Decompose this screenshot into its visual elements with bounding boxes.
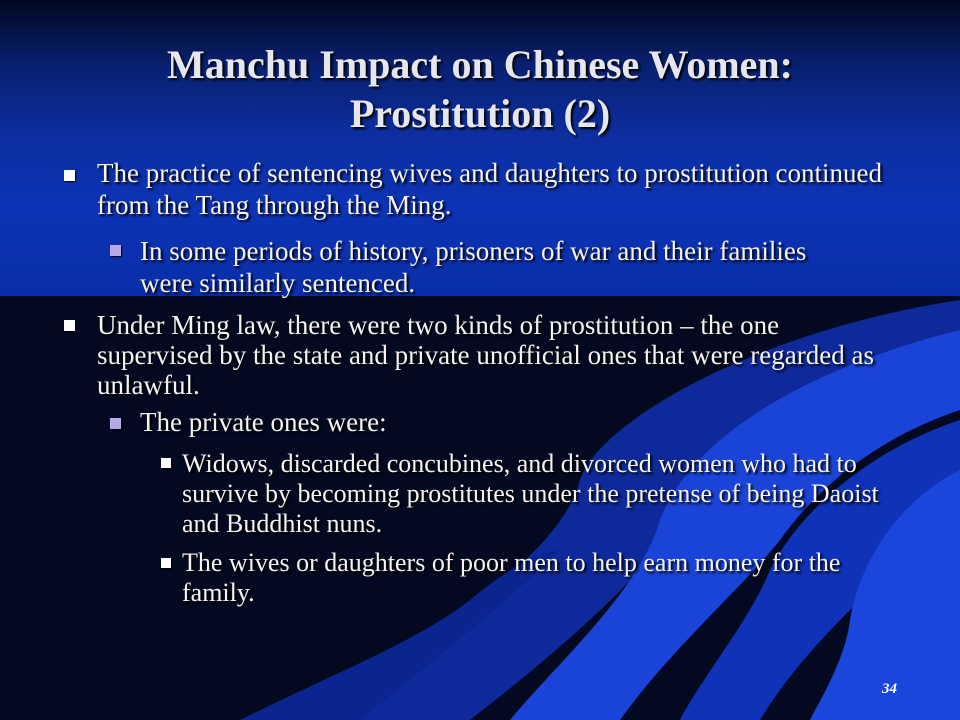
title-line-1: Manchu Impact on Chinese Women: xyxy=(167,42,793,87)
sub-sub-bullet-square-icon xyxy=(161,458,171,468)
bullet-item: The practice of sentencing wives and daughters to prostitution continued from the Tang through the Ming. xyxy=(97,158,883,220)
sub-bullet-item: In some periods of history, prisoners of war and their families were similarly sentenced. xyxy=(140,236,807,298)
sub-sub-bullet-item: The wives or daughters of poor men to help earn money for the family. xyxy=(182,548,841,607)
slide-title xyxy=(60,40,900,138)
sub-sub-bullet-square-icon xyxy=(161,558,171,568)
sub-bullet-square-icon xyxy=(110,245,121,256)
bullet-square-icon xyxy=(64,170,75,181)
sub-sub-bullet-item: Widows, discarded concubines, and divorced women who had to survive by becoming prostitutes under the pretense of being Daoist and Buddhist nuns. xyxy=(182,449,879,538)
page-number: 34 xyxy=(882,681,897,697)
sub-bullet-item: The private ones were: xyxy=(140,407,387,437)
bullet-square-icon xyxy=(64,320,75,331)
title-line-2: Prostitution (2) xyxy=(349,91,611,136)
bullet-item: Under Ming law, there were two kinds of prostitution – the one supervised by the state and private unofficial ones that were regarded as unlawful. xyxy=(97,310,874,400)
sub-bullet-square-icon xyxy=(110,418,121,429)
